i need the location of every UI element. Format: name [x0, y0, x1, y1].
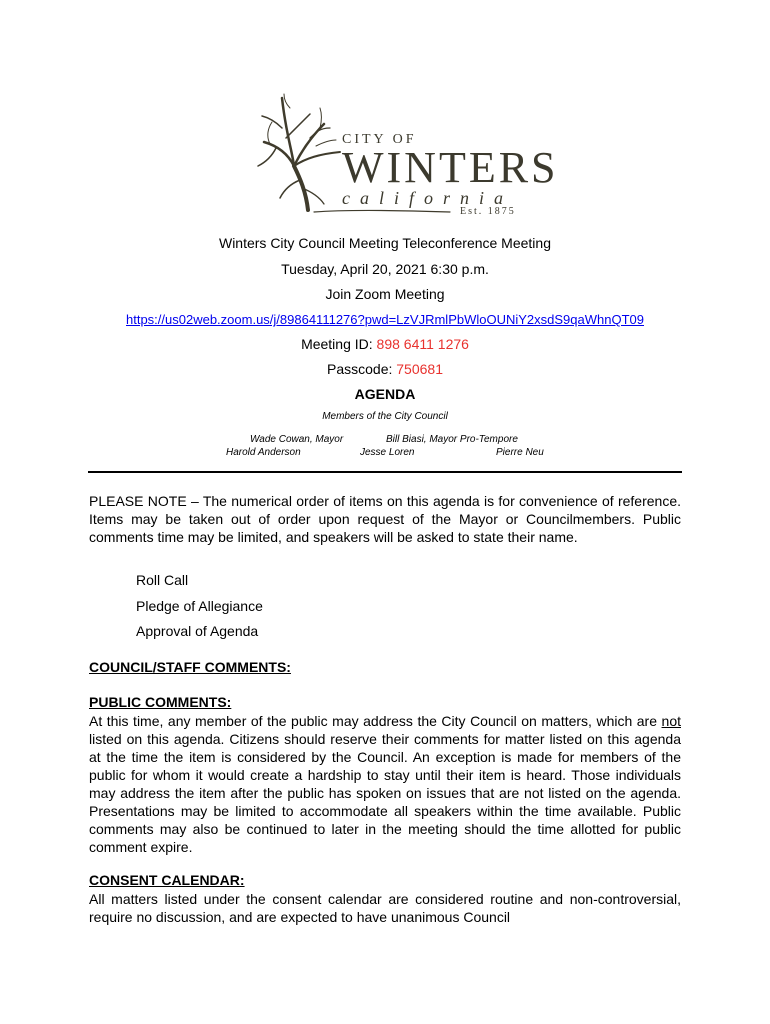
city-of-winters-logo — [250, 88, 559, 228]
agenda-item: Pledge of Allegiance — [136, 598, 263, 614]
public-comments-not: not — [661, 713, 681, 729]
council-staff-comments-heading: COUNCIL/STAFF COMMENTS: — [89, 659, 291, 675]
consent-calendar-heading: CONSENT CALENDAR: — [89, 872, 245, 888]
meeting-id-label: Meeting ID: — [301, 336, 377, 352]
join-zoom-label: Join Zoom Meeting — [325, 286, 445, 302]
meeting-id-line — [0, 336, 770, 352]
please-note-paragraph: PLEASE NOTE – The numerical order of items on this agenda is for convenience of reference. Items may be taken out of order upon request of the Mayor or Councilmembers. Public comments time may be limited, and speakers will be asked to state their name. — [89, 493, 681, 545]
meeting-title: Winters City Council Meeting Teleconference Meeting — [218, 235, 551, 251]
public-comments-heading: PUBLIC COMMENTS: — [89, 694, 232, 710]
public-comments-text-rest: listed on this agenda. Citizens should reserve their comments for matter listed on this agenda at the time the item is considered by the Council. An exception is made for members of the public for whom it would create a hardship to stay until their item is heard. Those individuals may address the item after the public has spoken on issues that are not listed on the agenda. Presentations may be limited to accommodate all speakers within the time available. Public comments may also be continued to later in the meeting should the time allotted for public comment expire. — [89, 731, 681, 855]
council-member: Jesse Loren — [360, 447, 415, 458]
agenda-item: Approval of Agenda — [136, 623, 259, 639]
logo-winters: WINTERS — [342, 143, 559, 192]
members-caption: Members of the City Council — [322, 411, 448, 422]
council-member: Wade Cowan, Mayor — [250, 434, 344, 445]
consent-calendar-paragraph: All matters listed under the consent calendar are considered routine and non-controversial, require no discussion, and are expected to have unanimous Council — [89, 891, 681, 925]
meeting-datetime: Tuesday, April 20, 2021 6:30 p.m. — [281, 261, 489, 277]
passcode-value: 750681 — [396, 361, 443, 377]
public-comments-paragraph — [89, 712, 681, 856]
council-member: Harold Anderson — [226, 447, 301, 458]
council-member: Bill Biasi, Mayor Pro-Tempore — [386, 434, 518, 445]
passcode-line — [0, 361, 770, 377]
header-divider — [88, 471, 682, 473]
meeting-id-value: 898 6411 1276 — [376, 336, 469, 352]
logo-city-of: CITY OF — [342, 132, 417, 147]
passcode-label: Passcode: — [327, 361, 397, 377]
zoom-meeting-link[interactable]: https://us02web.zoom.us/j/89864111276?pwd=LzVJRmlPbWloOUNiY2xsdS9qaWhnQT09 — [126, 312, 644, 327]
agenda-heading: AGENDA — [354, 386, 416, 402]
public-comments-text-start: At this time, any member of the public may address the City Council on matters, which are — [89, 713, 662, 729]
logo-california: california — [342, 188, 513, 208]
logo-established: Est. 1875 — [460, 206, 516, 217]
council-member: Pierre Neu — [496, 447, 544, 458]
agenda-item: Roll Call — [136, 572, 189, 588]
